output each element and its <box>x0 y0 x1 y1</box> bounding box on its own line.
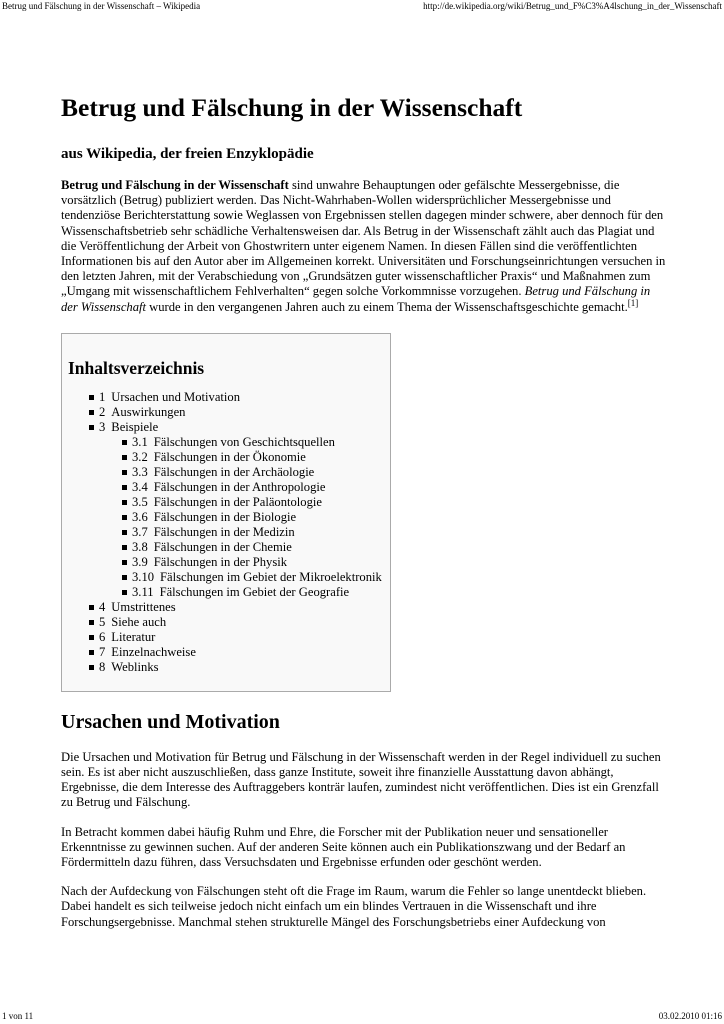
toc-item[interactable] <box>68 630 384 645</box>
print-footer <box>0 1010 724 1024</box>
section-paragraph-2: In Betracht kommen dabei häufig Ruhm und Ehre, die Forscher mit der Publikation neuer und sensationeller Erkenntnisse zu gewinnen suchen. Auf der anderen Seite können auch ein Publikationszwang und der Bedarf an Fördermitteln dazu führen, dass Versuchsdaten und Ergebnisse erfunden oder geschönt werden. <box>61 824 626 870</box>
toc-item-label[interactable]: Siehe auch <box>111 614 167 629</box>
toc-item[interactable] <box>68 600 384 615</box>
toc-item-label[interactable]: Ursachen und Motivation <box>111 389 241 404</box>
toc-item-label[interactable]: Fälschungen von Geschichtsquellen <box>153 434 335 449</box>
print-header-url: http://de.wikipedia.org/wiki/Betrug_und_F%C3%A4lschung_in_der_Wissenschaft <box>423 1 722 11</box>
toc-item-label[interactable]: Fälschungen in der Chemie <box>153 539 292 554</box>
toc-item[interactable] <box>68 495 384 510</box>
toc-item-label[interactable]: Weblinks <box>111 659 159 674</box>
toc-item[interactable] <box>68 615 384 630</box>
toc-item[interactable] <box>68 390 384 405</box>
intro-paragraph <box>61 178 667 315</box>
toc-item[interactable] <box>68 585 384 600</box>
toc-item-number: 3.7 <box>132 524 148 539</box>
toc-item[interactable] <box>68 525 384 540</box>
toc-item-label[interactable]: Fälschungen in der Paläontologie <box>153 494 322 509</box>
toc-item-number: 2 <box>99 404 106 419</box>
article-content <box>61 86 667 930</box>
toc-item-number: 3.11 <box>132 584 154 599</box>
page-title: Betrug und Fälschung in der Wissenschaft <box>61 93 523 122</box>
print-header-title: Betrug und Fälschung in der Wissenschaft – Wikipedia <box>2 1 201 11</box>
section-paragraph-1: Die Ursachen und Motivation für Betrug und Fälschung in der Wissenschaft werden in der Regel individuell zu suchen sein. Es ist aber nicht auszuschließen, dass ganze Institute, soweit ihre finanzielle Ausstattung davon abhängt, Ergebnisse, die dem Interesse des Auftraggebers konträr laufen, zumindest nicht veröffentlichen. Dies ist ein Grenzfall zu Betrug und Fälschung. <box>61 749 661 810</box>
reference-link[interactable]: [1] <box>627 297 639 308</box>
section-heading: Ursachen und Motivation <box>61 710 280 733</box>
toc-item-number: 3.5 <box>132 494 148 509</box>
toc-item-label[interactable]: Fälschungen in der Medizin <box>153 524 295 539</box>
toc-item[interactable] <box>68 555 384 570</box>
toc-item-label[interactable]: Beispiele <box>111 419 159 434</box>
toc-item[interactable] <box>68 510 384 525</box>
toc-item-number: 3.2 <box>132 449 148 464</box>
toc-item-label[interactable]: Fälschungen im Gebiet der Mikroelektronik <box>160 569 382 584</box>
toc-item[interactable] <box>68 405 384 420</box>
toc-item-label[interactable]: Fälschungen in der Biologie <box>153 509 297 524</box>
toc-item-number: 1 <box>99 389 106 404</box>
toc-item-number: 3.1 <box>132 434 148 449</box>
toc-item[interactable] <box>68 540 384 555</box>
toc-title: Inhaltsverzeichnis <box>68 357 205 378</box>
toc-item-label[interactable]: Fälschungen in der Ökonomie <box>153 449 306 464</box>
toc-item-number: 6 <box>99 629 106 644</box>
toc-item-number: 3.8 <box>132 539 148 554</box>
intro-text-2: wurde in den vergangenen Jahren auch zu einem Thema der Wissenschaftsgeschichte gemacht. <box>146 299 628 314</box>
toc-item-number: 5 <box>99 614 106 629</box>
intro-bold-lead: Betrug und Fälschung in der Wissenschaft <box>61 178 289 192</box>
toc-item-number: 3.4 <box>132 479 148 494</box>
toc-item[interactable] <box>68 435 384 450</box>
intro-text-1: sind unwahre Behauptungen oder gefälschte Messergebnisse, die vorsätzlich (Betrug) publiziert werden. Das Nicht-Wahrhaben-Wollen widersprüchlicher Messergebnisse und tendenziöse Berichterstattung sowie Weglassen von Ergebnissen stellen dagegen minder schwere, aber dennoch für den Wissenschaftsbetrieb sehr schädliche Verhaltensweisen dar. Als Betrug in der Wissenschaft zählt auch das Plagiat und die Veröffentlichung der Arbeit von Ghostwritern unter eigenem Namen. In diesen Fällen sind die veröffentlichten Informationen bis auf den Autor aber im Allgemeinen korrekt. Universitäten und Forschungseinrichtungen versuchen in den letzten Jahren, mit der Verabschiedung von „Grundsätzen guter wissenschaftlicher Praxis“ und Maßnahmen zum „Umgang mit wissenschaftlichem Fehlverhalten“ gegen solche Vorkommnisse vorzugehen. <box>61 178 666 299</box>
toc-item-label[interactable]: Fälschungen in der Anthropologie <box>153 479 326 494</box>
toc-item[interactable] <box>68 420 384 435</box>
toc-item[interactable] <box>68 660 384 675</box>
toc-item[interactable] <box>68 465 384 480</box>
toc-item-number: 8 <box>99 659 106 674</box>
toc-item-number: 3.10 <box>132 569 155 584</box>
page-counter: 1 von 11 <box>2 1011 34 1021</box>
print-timestamp: 03.02.2010 01:16 <box>658 1011 722 1021</box>
toc-item-label[interactable]: Fälschungen im Gebiet der Geografie <box>159 584 350 599</box>
toc-item-label[interactable]: Auswirkungen <box>111 404 186 419</box>
toc-item-label[interactable]: Einzelnachweise <box>111 644 196 659</box>
toc-item[interactable] <box>68 480 384 495</box>
page-subtitle: aus Wikipedia, der freien Enzyklopädie <box>61 146 314 162</box>
intro-italic-link[interactable]: Betrug und Fälschung in der Wissenschaft <box>61 284 651 314</box>
toc-item-number: 7 <box>99 644 106 659</box>
table-of-contents <box>61 333 391 692</box>
toc-item-number: 3.3 <box>132 464 148 479</box>
toc-list <box>68 390 384 675</box>
toc-item-number: 3.9 <box>132 554 148 569</box>
toc-item[interactable] <box>68 450 384 465</box>
toc-item[interactable] <box>68 570 384 585</box>
toc-item-number: 3 <box>99 419 106 434</box>
section-paragraph-3: Nach der Aufdeckung von Fälschungen steht oft die Frage im Raum, warum die Fehler so lange unentdeckt blieben. Dabei handelt es sich teilweise jedoch nicht einfach um ein blindes Vertrauen in die Wissenschaft und ihre Forschungsergebnisse. Manchmal stehen strukturelle Mängel des Forschungsbetriebs einer Aufdeckung von <box>61 884 647 929</box>
toc-item-label[interactable]: Literatur <box>111 629 156 644</box>
toc-item-number: 3.6 <box>132 509 148 524</box>
toc-item-label[interactable]: Umstrittenes <box>111 599 176 614</box>
print-header <box>0 0 724 14</box>
toc-item-label[interactable]: Fälschungen in der Archäologie <box>153 464 315 479</box>
toc-item[interactable] <box>68 645 384 660</box>
toc-item-number: 4 <box>99 599 106 614</box>
toc-item-label[interactable]: Fälschungen in der Physik <box>153 554 288 569</box>
